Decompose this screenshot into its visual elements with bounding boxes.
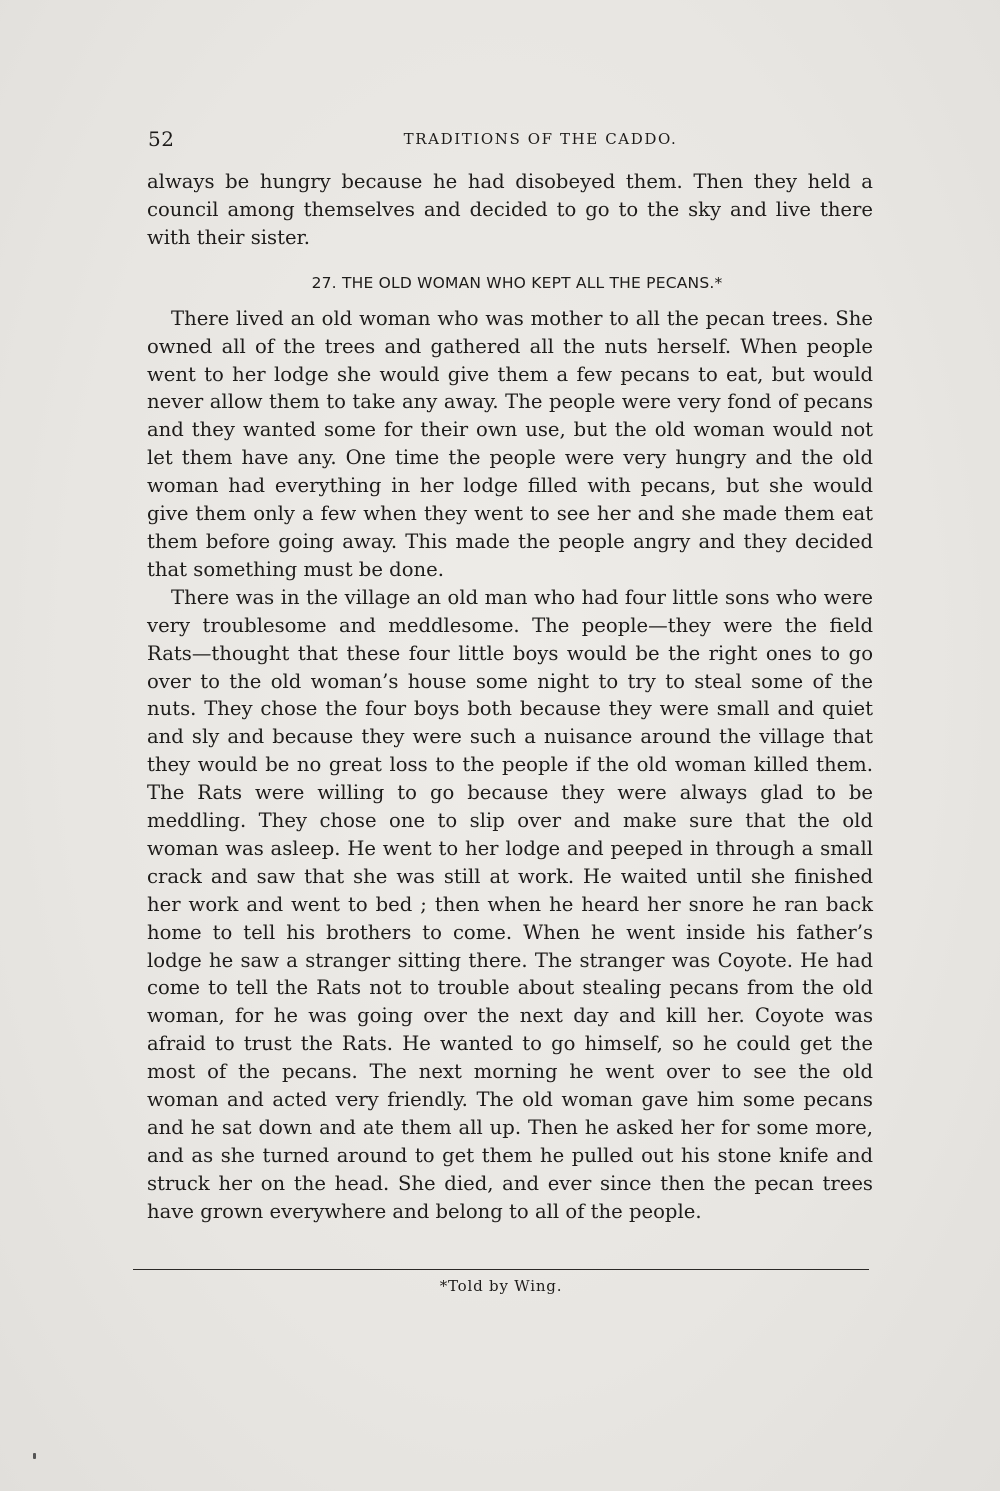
ink-speck — [33, 1453, 36, 1459]
story-paragraph-1: There lived an old woman who was mother to all the pecan trees. She owned all of the trees and gathered all the nuts herself. When people went to her lodge she would give them a few pecans to eat, but would never allow them to take any away. The people were very fond of pecans and they wanted some for their own use, but the old woman would not let them have any. One time the people were very hungry and the old woman had everything in her lodge filled with pecans, but she would give them only a few when they went to see her and she made them eat them before going away. This made the people angry and they decided that something must be done. — [147, 306, 873, 581]
page-header — [148, 127, 873, 157]
running-head: TRADITIONS OF THE CADDO. — [403, 130, 678, 148]
story-paragraph-2: There was in the village an old man who had four little sons who were very troublesome and meddlesome. The people—they were the field Rats—thought that these four little boys would be the right ones to go over to the old woman’s house some night to try to steal some of the nuts. They chose the four boys both because they were small and quiet and sly and because they were such a nuisance around the village that they would be no great loss to the people if the old woman killed them. The Rats were willing to go because they were always glad to be meddling. They chose one to slip over and make sure that the old woman was asleep. He went to her lodge and peeped in through a small crack and saw that she was still at work. He waited until she finished her work and went to bed ; then when he heard her snore he ran back home to tell his brothers to come. When he went inside his father’s lodge he saw a stranger sitting there. The stranger was Coyote. He had come to tell the Rats not to trouble about stealing pecans from the old woman, for he was going over the next day and kill her. Coyote was afraid to trust the Rats. He wanted to go himself, so he could get the most of the pecans. The next morning he went over to see the old woman and acted very friendly. The old woman gave him some pecans and he sat down and ate them all up. Then he asked her for some more, and as she turned around to get them he pulled out his stone knife and struck her on the head. She died, and ever since then the pecan trees have grown everywhere and belong to all of the people. — [147, 585, 873, 1223]
page-number: 52 — [148, 127, 175, 151]
continuation-paragraph: always be hungry because he had disobeyed them. Then they held a council among themselves and decided to go to the sky and live there with their sister. — [147, 170, 873, 249]
main-text — [147, 168, 873, 1226]
footnote: *Told by Wing. — [439, 1277, 563, 1295]
chapter-title: 27. THE OLD WOMAN WHO KEPT ALL THE PECANS.* — [311, 273, 723, 292]
footnote-divider — [133, 1269, 869, 1270]
